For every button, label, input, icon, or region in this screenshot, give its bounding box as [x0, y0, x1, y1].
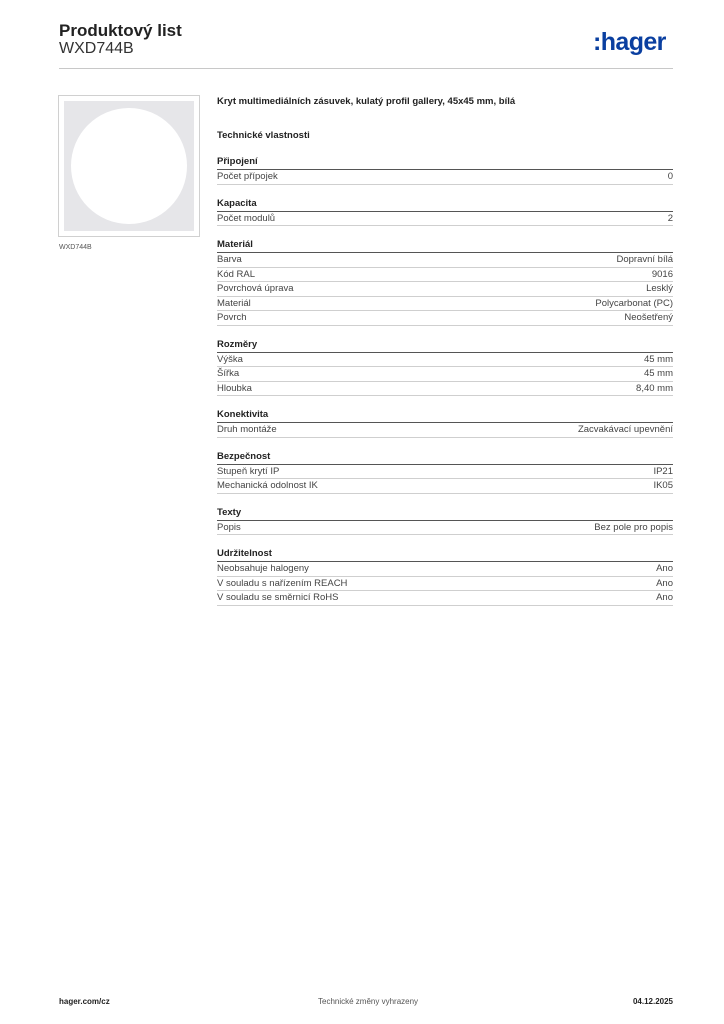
spec-label: Popis [217, 521, 241, 533]
section-rozmery [217, 338, 673, 397]
spec-label: Mechanická odolnost IK [217, 480, 318, 491]
spec-value: Ano [656, 563, 673, 574]
product-image [58, 95, 200, 237]
spec-value: Ano [656, 577, 673, 589]
spec-row [217, 367, 673, 382]
hager-logo: :hager [593, 28, 666, 56]
spec-label: Výška [217, 353, 243, 365]
spec-value: 45 mm [643, 368, 673, 379]
section-title: Udržitelnost [217, 547, 673, 562]
spec-row [217, 212, 673, 227]
footer-notice: Technické změny vyhrazeny [318, 997, 419, 1006]
spec-label: Povrch [217, 312, 247, 323]
section-udrzitelnost [217, 547, 673, 606]
section-title: Rozměry [217, 338, 673, 353]
section-texty [217, 506, 673, 536]
spec-label: Stupeň krytí IP [217, 465, 280, 477]
spec-value: Ano [656, 592, 673, 603]
spec-label: Materiál [217, 297, 251, 309]
spec-row [217, 297, 673, 312]
spec-content [217, 96, 673, 606]
spec-value: 8,40 mm [636, 382, 673, 394]
spec-label: V souladu se směrnicí RoHS [217, 592, 339, 603]
footer-date: 04.12.2025 [632, 997, 673, 1006]
spec-label: Šířka [217, 368, 240, 379]
section-konektivita [217, 408, 673, 438]
section-title: Materiál [217, 238, 673, 253]
spec-value: Lesklý [646, 283, 673, 294]
spec-value: 9016 [651, 268, 673, 280]
section-title: Texty [217, 506, 673, 521]
spec-row [217, 282, 673, 297]
spec-value: IK05 [653, 480, 673, 491]
spec-label: Povrchová úprava [217, 283, 294, 294]
footer-website[interactable]: hager.com/cz [59, 997, 110, 1006]
section-kapacita [217, 197, 673, 227]
spec-value: 0 [667, 171, 673, 182]
cover-round-profile [71, 108, 187, 224]
spec-value: Bez pole pro popis [594, 521, 673, 533]
spec-label: Druh montáže [217, 424, 277, 435]
spec-row [217, 170, 673, 185]
spec-value: Dopravní bílá [616, 254, 673, 265]
spec-row [217, 577, 673, 592]
spec-row [217, 521, 673, 536]
section-material [217, 238, 673, 326]
spec-value: Zacvakávací upevnění [577, 424, 673, 435]
spec-row [217, 465, 673, 480]
spec-row [217, 311, 673, 326]
spec-value: IP21 [653, 465, 673, 477]
product-code: WXD744B [59, 40, 134, 57]
spec-row [217, 382, 673, 397]
spec-value: 45 mm [643, 353, 673, 365]
spec-row [217, 479, 673, 494]
section-title: Bezpečnost [217, 450, 673, 465]
spec-label: Kód RAL [217, 268, 256, 280]
spec-value: 2 [667, 212, 673, 224]
page-title: Produktový list [59, 21, 182, 40]
section-bezpecnost [217, 450, 673, 494]
spec-row [217, 253, 673, 268]
spec-row [217, 268, 673, 283]
product-description: Kryt multimediálních zásuvek, kulatý profil gallery, 45x45 mm, bílá [217, 96, 516, 107]
header-divider [59, 68, 673, 69]
spec-label: Hloubka [217, 382, 252, 394]
spec-value: Polycarbonat (PC) [595, 297, 673, 309]
spec-label: Neobsahuje halogeny [217, 563, 309, 574]
cover-plate [64, 101, 194, 231]
spec-row [217, 353, 673, 368]
tech-heading: Technické vlastnosti [217, 130, 310, 141]
section-title: Konektivita [217, 408, 673, 423]
spec-label: Počet přípojek [217, 171, 278, 182]
spec-row [217, 562, 673, 577]
section-pripojeni [217, 155, 673, 185]
section-title: Kapacita [217, 197, 673, 212]
section-title: Připojení [217, 155, 673, 170]
image-caption: WXD744B [59, 244, 92, 251]
spec-row [217, 591, 673, 606]
spec-label: V souladu s nařízením REACH [217, 577, 348, 589]
spec-value: Neošetřený [624, 312, 673, 323]
spec-row [217, 423, 673, 438]
spec-label: Barva [217, 254, 242, 265]
spec-label: Počet modulů [217, 212, 276, 224]
